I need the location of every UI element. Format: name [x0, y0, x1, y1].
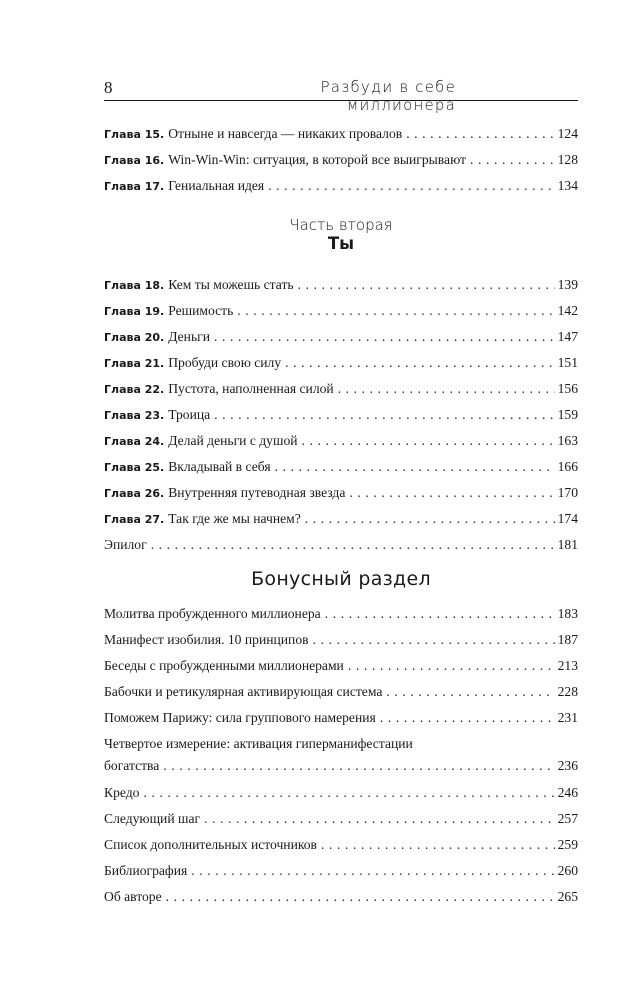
dot-leader	[298, 272, 555, 298]
toc-entry	[104, 272, 578, 298]
chapter-number: Глава 18.	[104, 279, 165, 292]
entry-title: Беседы с пробужденными миллионерами	[104, 658, 344, 673]
chapter-number: Глава 21.	[104, 357, 165, 370]
dot-leader	[325, 601, 555, 627]
dot-leader	[338, 376, 555, 402]
toc-entry	[104, 121, 578, 147]
chapter-number: Глава 26.	[104, 487, 165, 500]
page-ref: 231	[557, 710, 578, 725]
toc-entry	[104, 858, 578, 884]
dot-leader	[237, 298, 554, 324]
dot-leader	[204, 806, 555, 832]
dot-leader	[305, 506, 555, 532]
dot-leader	[214, 324, 555, 350]
dot-leader	[302, 428, 555, 454]
toc-entry-epilogue	[104, 532, 578, 558]
toc-entry	[104, 705, 578, 731]
page-ref: 213	[557, 658, 578, 673]
chapter-title: Пробуди свою силу	[168, 355, 282, 370]
toc-entry	[104, 428, 578, 454]
entry-title: Следующий шаг	[104, 811, 201, 826]
entry-title: Список дополнительных источников	[104, 837, 317, 852]
chapter-title: Так где же мы начнем?	[168, 511, 301, 526]
page-ref: 246	[557, 785, 578, 800]
dot-leader	[406, 121, 554, 147]
page-ref: 163	[557, 433, 578, 448]
chapter-title: Отныне и навсегда — никаких провалов	[168, 126, 403, 141]
dot-leader	[321, 832, 555, 858]
toc-entry	[104, 780, 578, 806]
chapter-number: Глава 20.	[104, 331, 165, 344]
toc-entry	[104, 480, 578, 506]
dot-leader	[191, 858, 554, 884]
dot-leader	[380, 705, 555, 731]
page-ref: 156	[557, 381, 578, 396]
dot-leader	[214, 402, 554, 428]
page-ref: 236	[557, 758, 578, 773]
chapter-title: Троица	[168, 407, 211, 422]
toc-entry	[104, 601, 578, 627]
dot-leader	[268, 173, 554, 199]
chapter-title: Внутренняя путеводная звезда	[168, 485, 346, 500]
page-ref: 257	[557, 811, 578, 826]
chapter-title: Гениальная идея	[168, 178, 265, 193]
chapter-number: Глава 19.	[104, 305, 165, 318]
chapter-number: Глава 15.	[104, 128, 165, 141]
chapter-number: Глава 27.	[104, 513, 165, 526]
dot-leader	[143, 780, 554, 806]
page-ref: 151	[557, 355, 578, 370]
dot-leader	[313, 627, 555, 653]
page-ref: 139	[557, 277, 578, 292]
page-ref: 181	[557, 537, 578, 552]
entry-title: Кредо	[104, 785, 140, 800]
toc-entry	[104, 806, 578, 832]
page-ref: 170	[557, 485, 578, 500]
part-subtitle: Часть вторая	[289, 216, 393, 234]
toc-entry	[104, 454, 578, 480]
dot-leader	[470, 147, 555, 173]
entry-title-continued: богатства	[104, 758, 160, 773]
toc-entry	[104, 376, 578, 402]
chapter-number: Глава 16.	[104, 154, 165, 167]
entry-title: Библиография	[104, 863, 188, 878]
dot-leader	[348, 653, 555, 679]
page-ref: 134	[557, 178, 578, 193]
dot-leader	[163, 755, 554, 777]
toc-entry	[104, 832, 578, 858]
chapter-title: Делай деньги с душой	[168, 433, 298, 448]
toc-entry	[104, 627, 578, 653]
chapter-number: Глава 24.	[104, 435, 165, 448]
chapter-number: Глава 23.	[104, 409, 165, 422]
chapter-title: Вкладывай в себя	[168, 459, 271, 474]
page-ref: 174	[557, 511, 578, 526]
part-two-heading	[104, 216, 578, 253]
toc-entry-multiline	[104, 731, 578, 777]
chapter-number: Глава 25.	[104, 461, 165, 474]
dot-leader	[349, 480, 554, 506]
page-ref: 187	[557, 632, 578, 647]
chapter-title: Win-Win-Win: ситуация, в которой все выигрывают	[168, 152, 466, 167]
chapter-title: Деньги	[168, 329, 210, 344]
chapter-number: Глава 22.	[104, 383, 165, 396]
dot-leader	[166, 884, 555, 910]
part-title: Ты	[327, 234, 355, 253]
toc-entry	[104, 884, 578, 910]
page-ref: 183	[557, 606, 578, 621]
chapter-title: Решимость	[168, 303, 234, 318]
toc-entry	[104, 653, 578, 679]
chapter-title: Пустота, наполненная силой	[168, 381, 334, 396]
toc-entry	[104, 173, 578, 199]
toc-entry	[104, 402, 578, 428]
entry-title: Об авторе	[104, 889, 162, 904]
dot-leader	[386, 679, 554, 705]
toc-entry	[104, 506, 578, 532]
entry-title: Молитва пробужденного миллионера	[104, 606, 321, 621]
page-ref: 124	[557, 126, 578, 141]
page-ref: 159	[557, 407, 578, 422]
running-header	[104, 74, 578, 114]
page-ref: 147	[557, 329, 578, 344]
bonus-section-title: Бонусный раздел	[251, 568, 431, 590]
toc-entry	[104, 298, 578, 324]
toc-entry	[104, 324, 578, 350]
page-ref: 228	[557, 684, 578, 699]
dot-leader	[151, 532, 555, 558]
page-ref: 265	[557, 889, 578, 904]
running-title: Разбуди в себе миллионера	[320, 78, 456, 114]
dot-leader	[285, 350, 554, 376]
entry-title: Четвертое измерение: активация гиперманифестации	[104, 736, 413, 751]
chapter-number: Глава 17.	[104, 180, 165, 193]
toc-entry	[104, 147, 578, 173]
page-ref: 142	[557, 303, 578, 318]
entry-title: Бабочки и ретикулярная активирующая система	[104, 684, 383, 699]
entry-title: Поможем Парижу: сила группового намерения	[104, 710, 376, 725]
entry-title: Манифест изобилия. 10 принципов	[104, 632, 309, 647]
page-number: 8	[104, 78, 113, 97]
page-ref: 166	[557, 459, 578, 474]
toc-bonus	[104, 601, 578, 910]
page-ref: 260	[557, 863, 578, 878]
chapter-title: Эпилог	[104, 537, 147, 552]
toc-entry	[104, 679, 578, 705]
chapter-title: Кем ты можешь стать	[168, 277, 294, 292]
toc-part-two	[104, 272, 578, 558]
page-ref: 259	[557, 837, 578, 852]
toc-part-one-tail	[104, 121, 578, 199]
page-ref: 128	[557, 152, 578, 167]
dot-leader	[275, 454, 555, 480]
toc-entry	[104, 350, 578, 376]
